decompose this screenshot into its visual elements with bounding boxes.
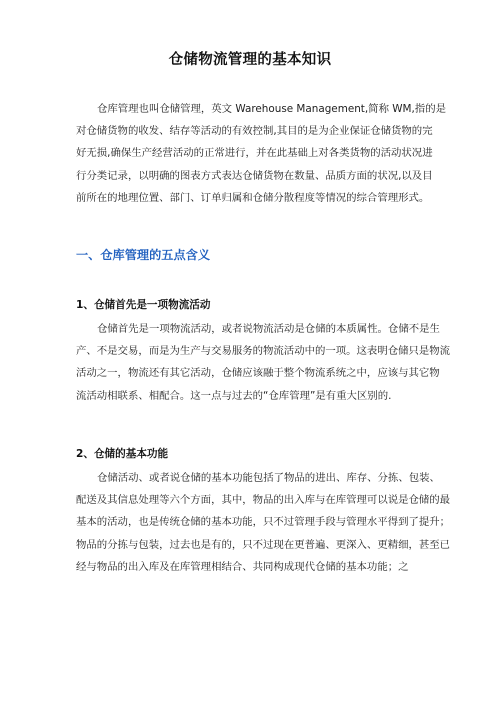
paragraph-line: 前所在的地理位置、部门、订单归属和仓储分散程度等情况的综合管理形式。: [76, 191, 430, 204]
paragraph-line: 流活动相联系、相配合。这一点与过去的“仓库管理”是有重大区别的.: [76, 389, 392, 402]
paragraph-line: 基本的活动，也是传统仓储的基本功能，只不过管理手段与管理水平得到了提升；: [76, 516, 451, 529]
paragraph-line: 仓储首先是一项物流活动，或者说物流活动是仓储的本质属性。仓储不是生: [97, 323, 440, 335]
subsection-heading: 2、仓储的基本功能: [76, 448, 169, 460]
subsection-heading: 1、仓储首先是一项物流活动: [76, 299, 211, 311]
document-title: 仓储物流管理的基本知识: [168, 52, 332, 68]
subsection-paragraph: [76, 318, 451, 407]
paragraph-line: 仓储活动、或者说仓储的基本功能包括了物品的进出、库存、分拣、包装、: [97, 472, 440, 484]
subsection-paragraph: [76, 467, 451, 578]
paragraph-line: 配送及其信息处理等六个方面，其中，物品的出入库与在库管理可以说是仓储的最: [76, 494, 451, 507]
paragraph-line: 产、不是交易，而是为生产与交易服务的物流活动中的一项。这表明仓储只是物流: [76, 345, 451, 358]
paragraph-line: 行分类记录，以明确的图表方式表达仓储货物在数量、品质方面的状况,以及目: [76, 169, 433, 182]
paragraph-line: 经与物品的出入库及在库管理相结合、共同构成现代仓储的基本功能；之: [76, 560, 409, 573]
paragraph-line: 好无损,确保生产经营活动的正常进行，并在此基础上对各类货物的活动状况进: [76, 147, 433, 160]
paragraph-line: 活动之一，物流还有其它活动，仓储应该融于整个物流系统之中，应该与其它物: [76, 367, 440, 380]
paragraph-line: 对仓储货物的收发、结存等活动的有效控制,其目的是为企业保证仓储货物的完: [76, 125, 433, 138]
paragraph-line: 仓库管理也叫仓储管理，英文 Warehouse Management,简称 WM,指的是: [97, 103, 446, 115]
intro-paragraph: [76, 98, 446, 209]
paragraph-line: 物品的分拣与包装，过去也是有的，只不过现在更普遍、更深入、更精细，甚至已: [76, 538, 451, 551]
section-heading: 一、仓库管理的五点含义: [76, 248, 211, 262]
